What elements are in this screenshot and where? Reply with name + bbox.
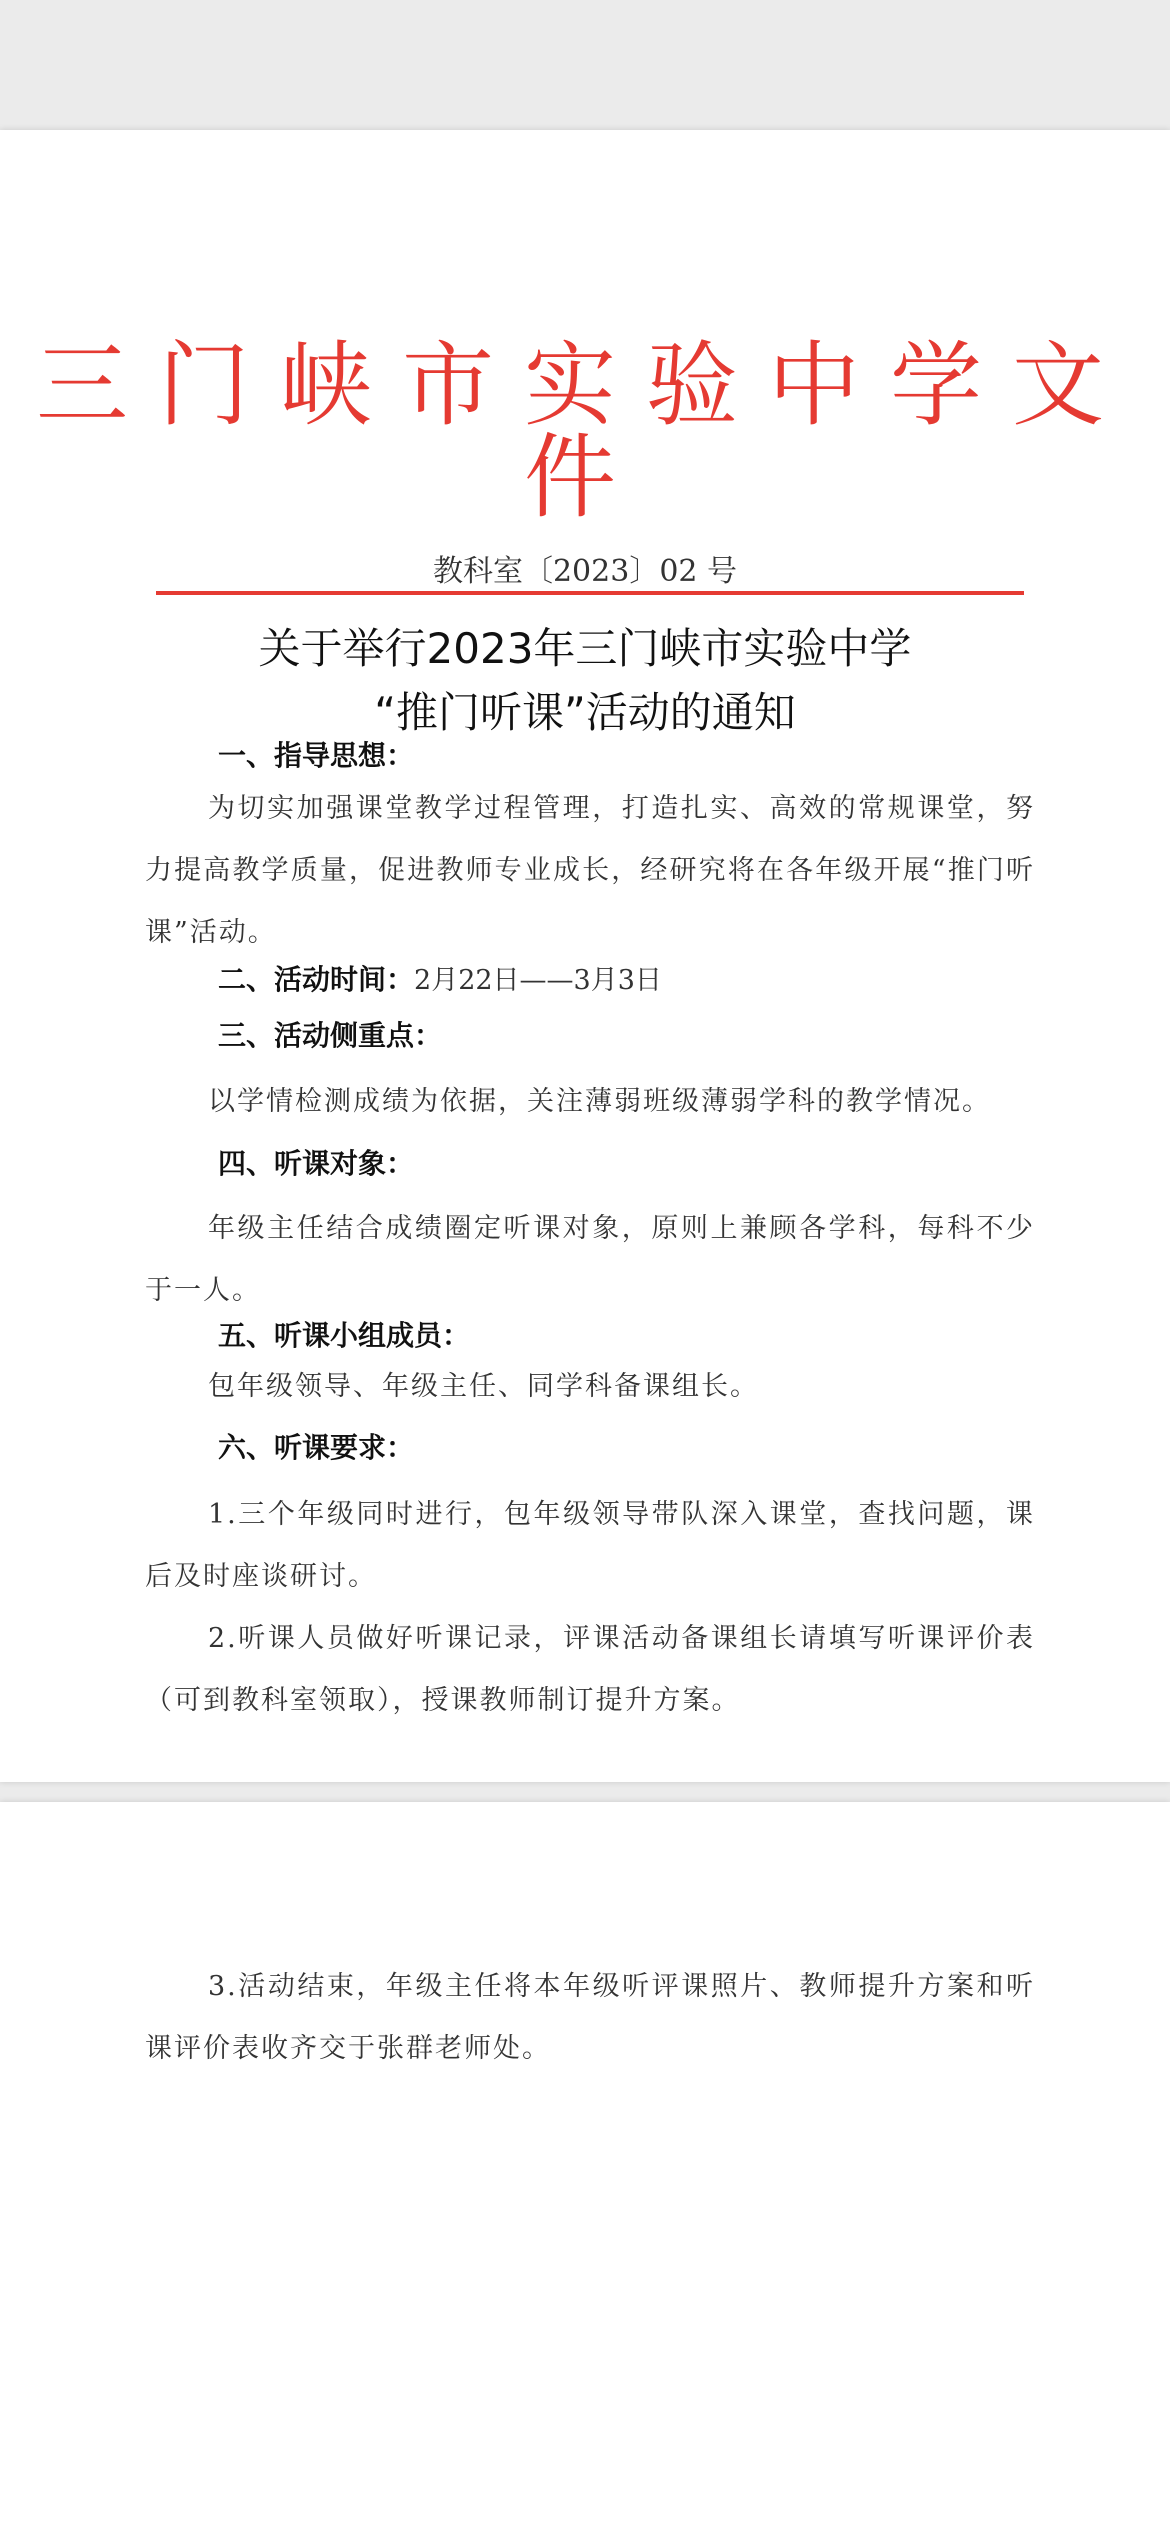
document-page-2 [0, 1802, 1170, 2532]
activity-time-value: 2月22日——3月3日 [414, 965, 662, 996]
section-heading-focus: 三、活动侧重点： [218, 1019, 443, 1052]
requirement-item-3: 3.活动结束，年级主任将本年级听评课照片、教师提升方案和听课评价表收齐交于张群老师处。 [145, 1971, 1035, 2064]
document-title-line-1: 关于举行2023年三门峡市实验中学 [258, 624, 912, 673]
requirement-item-1: 1.三个年级同时进行，包年级领导带队深入课堂，查找问题，课后及时座谈研讨。 [145, 1499, 1035, 1592]
section-heading-guiding-ideology: 一、指导思想： [218, 739, 415, 772]
section-heading-team-members: 五、听课小组成员： [218, 1319, 471, 1352]
document-number: 教科室〔2023〕02 号 [432, 554, 738, 589]
section-heading-activity-time [218, 958, 662, 998]
section-heading-label: 二、活动时间： [218, 963, 415, 996]
section-heading-requirements: 六、听课要求： [218, 1431, 415, 1464]
document-page-1 [0, 130, 1170, 1782]
document-header: 三门峡市实验中学文件 [35, 332, 1134, 531]
section-body-guiding-ideology: 为切实加强课堂教学过程管理，打造扎实、高效的常规课堂，努力提高教学质量，促进教师专业成长，经研究将在各年级开展“推门听课”活动。 [145, 793, 1035, 948]
section-body-audience: 年级主任结合成绩圈定听课对象，原则上兼顾各学科，每科不少于一人。 [145, 1213, 1035, 1306]
section-heading-audience: 四、听课对象： [218, 1147, 415, 1180]
header-divider [156, 591, 1024, 595]
section-body-focus: 以学情检测成绩为依据，关注薄弱班级薄弱学科的教学情况。 [208, 1086, 991, 1117]
requirement-item-2: 2.听课人员做好听课记录，评课活动备课组长请填写听课评价表（可到教科室领取），授课教师制订提升方案。 [145, 1623, 1035, 1716]
document-title-line-2: “推门听课”活动的通知 [374, 688, 796, 737]
section-body-team-members: 包年级领导、年级主任、同学科备课组长。 [208, 1371, 759, 1402]
